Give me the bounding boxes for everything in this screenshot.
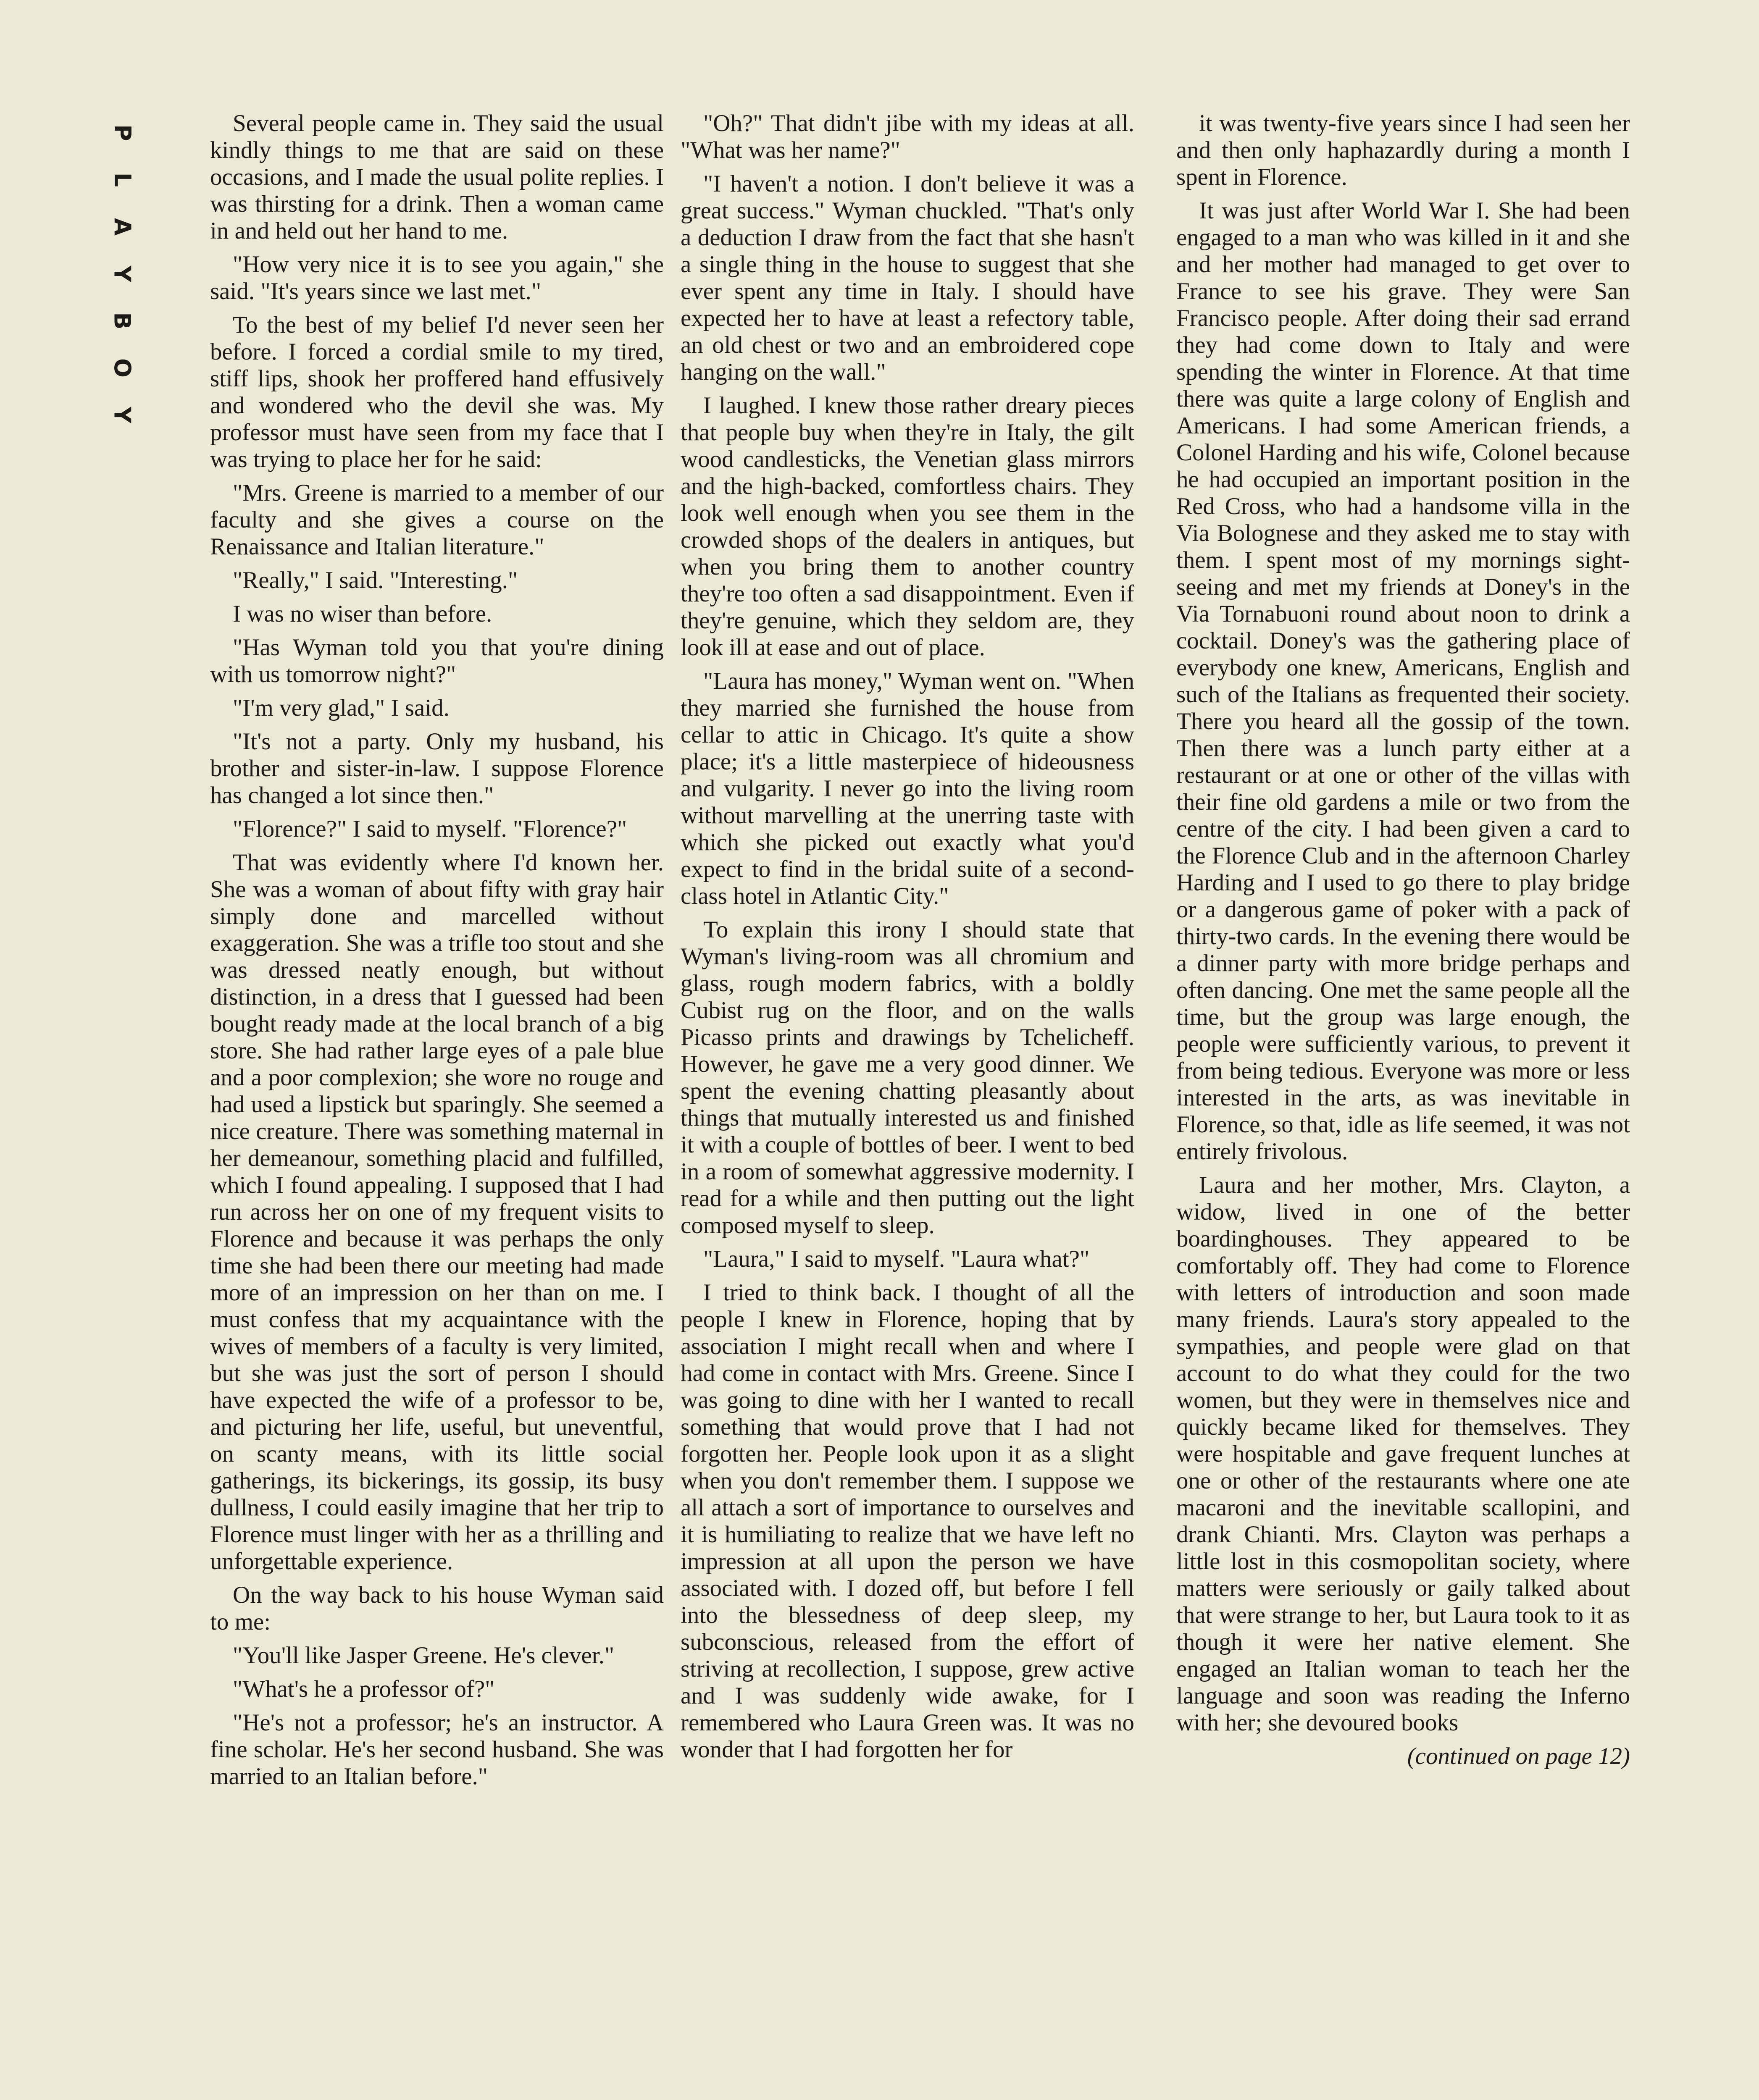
text-column-1 [210, 110, 664, 2100]
paragraph: "What's he a professor of?" [233, 1676, 495, 1702]
paragraph: "Florence?" I said to myself. "Florence?" [233, 816, 627, 842]
continued-note: (continued on page 12) [1407, 1743, 1630, 1769]
logo-letter: L [109, 172, 136, 187]
logo-letter: O [109, 358, 136, 378]
paragraph: Laura and her mother, Mrs. Clayton, a widow, lived in one of the better boardinghouses. They appeared to be comfortably off. They had come to Florence with letters of introduction and soon made many friends. Laura's story appealed to the sympathies, and people were glad on that account to do what they could for the two women, but they were in themselves nice and quickly became liked for themselves. They were hospitable and gave frequent lunches at one or other of the restaurants where one ate macaroni and the inevitable scallopini, and drank Chianti. Mrs. Clayton was perhaps a little lost in this cosmopolitan society, where matters were seriously or gaily talked about that were strange to her, but Laura took to it as though it were her native element. She engaged an Italian woman to teach her the language and soon was reading the Inferno with her; she devoured books [1176, 1172, 1630, 1736]
paragraph: "I'm very glad," I said. [233, 695, 450, 721]
paragraph: "It's not a party. Only my husband, his brother and sister-in-law. I suppose Florence has changed a lot since then." [210, 728, 664, 808]
paragraph: Several people came in. They said the usual kindly things to me that are said on these occasions, and I made the usual polite replies. I was thirsting for a drink. Then a woman came in and held out her hand to me. [210, 110, 664, 244]
paragraph: To explain this irony I should state that Wyman's living-room was all chromium and glass, rough modern fabrics, with a boldly Cubist rug on the floor, and on the walls Picasso prints and drawings by Tchelicheff. However, he gave me a very good dinner. We spent the evening chatting pleasantly about things that mutually interested us and finished it with a couple of bottles of beer. I went to bed in a room of somewhat aggressive modernity. I read for a while and then putting out the light composed myself to sleep. [681, 916, 1134, 1239]
magazine-logo-vertical [99, 109, 145, 438]
paragraph: it was twenty-five years since I had seen her and then only haphazardly during a month I spent in Florence. [1176, 110, 1630, 190]
paragraph: That was evidently where I'd known her. She was a woman of about fifty with gray hair simply done and marcelled without exaggeration. She was a trifle too stout and she was dressed neatly enough, but without distinction, in a dress that I guessed had been bought ready made at the local branch of a big store. She had rather large eyes of a pale blue and a poor complexion; she wore no rouge and had used a lipstick but sparingly. She seemed a nice creature. There was something maternal in her demeanour, something placid and fulfilled, which I found appealing. I supposed that I had run across her on one of my frequent visits to Florence and because it was perhaps the only time she had been there our meeting had made more of an impression on her than on me. I must confess that my acquaintance with the wives of members of a faculty is very limited, but she was just the sort of person I should have expected the wife of a professor to be, and picturing her life, useful, but uneventful, on scanty means, with its little social gatherings, its bickerings, its gossip, its busy dullness, I could easily imagine that her trip to Florence must linger with her as a thrilling and unforgettable experience. [210, 849, 664, 1575]
logo-letter: Y [109, 407, 136, 423]
logo-letter: A [109, 218, 136, 236]
paragraph: "Laura has money," Wyman went on. "When they married she furnished the house from cellar to attic in Chicago. It's quite a show place; it's a little masterpiece of hideousness and vulgarity. I never go into the living room without marvelling at the unerring taste with which she picked out exactly what you'd expect to find in the bridal suite of a second-class hotel in Atlantic City." [681, 668, 1134, 909]
paragraph: I tried to think back. I thought of all the people I knew in Florence, hoping that by association I might recall when and where I had come in contact with Mrs. Greene. Since I was going to dine with her I wanted to recall something that would prove that I had not forgotten her. People look upon it as a slight when you don't remember them. I suppose we all attach a sort of importance to ourselves and it is humiliating to realize that we have left no impression at all upon the person we have associated with. I dozed off, but before I fell into the blessedness of deep sleep, my subconscious, released from the effort of striving at recollection, I suppose, grew active and I was suddenly wide awake, for I remembered who Laura Green was. It was no wonder that I had forgotten her for [681, 1279, 1134, 1763]
paragraph: "Mrs. Greene is married to a member of our faculty and she gives a course on the Renaissance and Italian literature." [210, 480, 664, 560]
paragraph: I was no wiser than before. [233, 601, 492, 627]
paragraph: "Oh?" That didn't jibe with my ideas at all. "What was her name?" [681, 110, 1134, 163]
logo-letter: Y [109, 265, 136, 282]
paragraph: "You'll like Jasper Greene. He's clever." [233, 1642, 615, 1669]
logo-letter: B [109, 312, 136, 330]
paragraph: "I haven't a notion. I don't believe it was a great success." Wyman chuckled. "That's only a deduction I draw from the fact that she hasn't a single thing in the house to suggest that she ever spent any time in Italy. I should have expected her to have at least a refectory table, an old chest or two and an embroidered cope hanging on the wall." [681, 171, 1134, 385]
paragraph: "Really," I said. "Interesting." [233, 567, 518, 593]
paragraph: "He's not a professor; he's an instructor. A fine scholar. He's her second husband. She was married to an Italian before." [210, 1709, 664, 1790]
paragraph: I laughed. I knew those rather dreary pieces that people buy when they're in Italy, the gilt wood candlesticks, the Venetian glass mirrors and the high-backed, comfortless chairs. They look well enough when you see them in the crowded shops of the dealers in antiques, but when you bring them to another country they're too often a sad disappointment. Even if they're genuine, which they seldom are, they look ill at ease and out of place. [681, 392, 1134, 661]
paragraph: On the way back to his house Wyman said to me: [210, 1582, 664, 1635]
paragraph: "Laura," I said to myself. "Laura what?" [703, 1246, 1090, 1272]
paragraph: It was just after World War I. She had been engaged to a man who was killed in it and she and her mother had managed to get over to France to see his grave. They were San Francisco people. After doing their sad errand they had come down to Italy and were spending the winter in Florence. At that time there was quite a large colony of English and Americans. I had some American friends, a Colonel Harding and his wife, Colonel because he had occupied an important position in the Red Cross, who had a handsome villa in the Via Bolognese and they asked me to stay with them. I spent most of my mornings sight-seeing and met my friends at Doney's in the Via Tornabuoni round about noon to drink a cocktail. Doney's was the gathering place of everybody one knew, Americans, English and such of the Italians as frequented their society. There you heard all the gossip of the town. Then there was a lunch party either at a restaurant or at one or other of the villas with their fine old gardens a mile or two from the centre of the city. I had been given a card to the Florence Club and in the afternoon Charley Harding and I used to go there to play bridge or a dangerous game of poker with a pack of thirty-two cards. In the evening there would be a dinner party with more bridge perhaps and often dancing. One met the same people all the time, but the group was large enough, the people were sufficiently various, to prevent it from being tedious. Everyone was more or less interested in the arts, as was inevitable in Florence, so that, idle as life seemed, it was not entirely frivolous. [1176, 197, 1630, 1165]
logo-letter: P [109, 124, 136, 141]
paragraph: To the best of my belief I'd never seen her before. I forced a cordial smile to my tired, stiff lips, shook her proffered hand effusively and wondered who the devil she was. My professor must have seen from my face that I was trying to place her for he said: [210, 312, 664, 472]
text-column-2 [681, 110, 1134, 2100]
text-column-3 [1176, 110, 1630, 2100]
paragraph: "Has Wyman told you that you're dining with us tomorrow night?" [210, 634, 664, 688]
paragraph: "How very nice it is to see you again," she said. "It's years since we last met." [210, 251, 664, 304]
